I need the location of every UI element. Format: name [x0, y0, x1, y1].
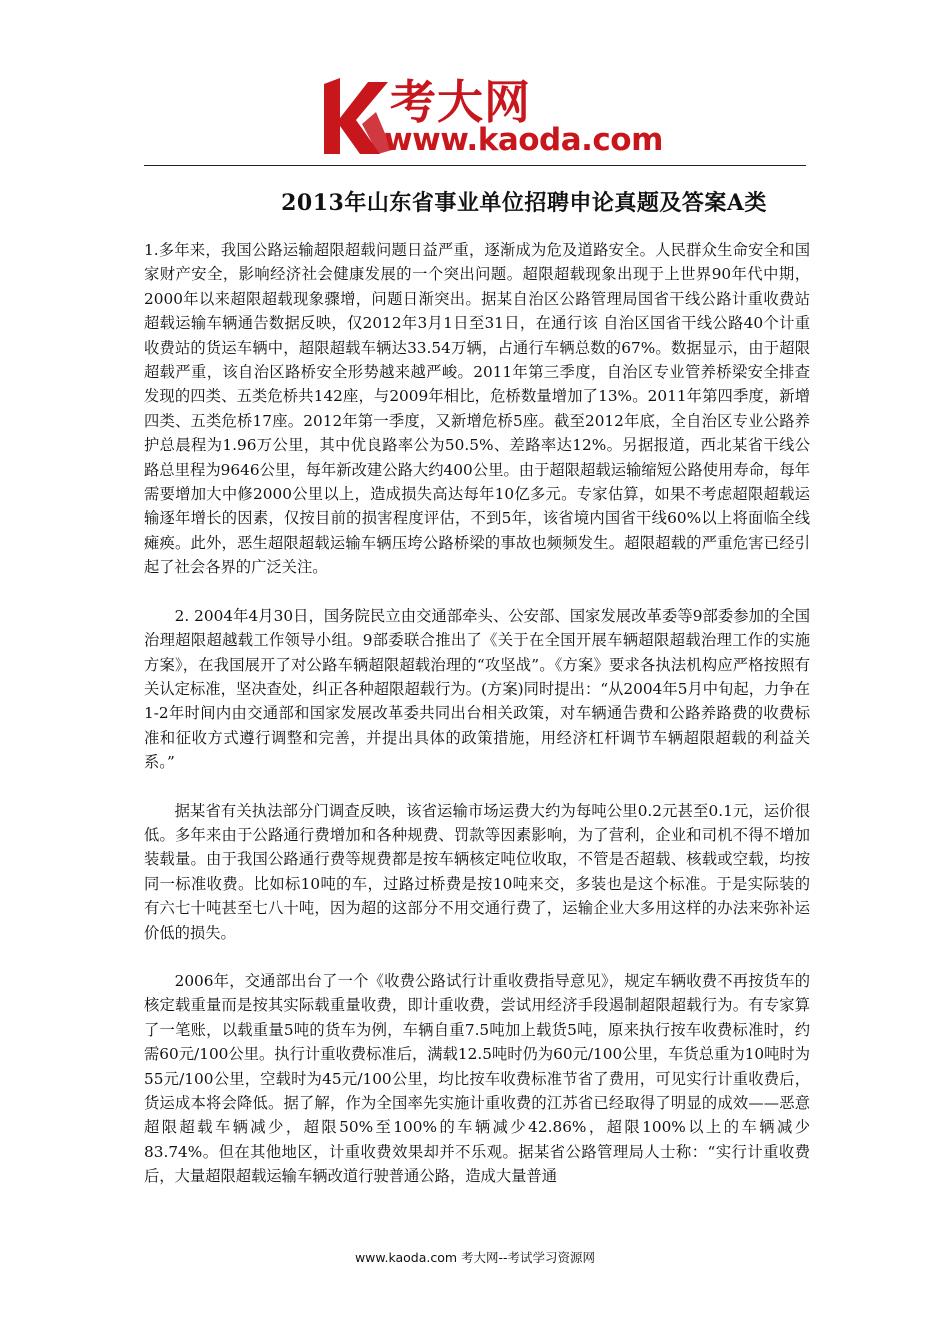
paragraph-3: 据某省有关执法部分门调查反映，该省运输市场运费大约为每吨公里0.2元甚至0.1元，运价很低。多年来由于公路通行费增加和各种规费、罚款等因素影响，为了营利，企业和司机不得不增加装载量。由于我国公路通行费等规费都是按车辆核定吨位收取，不管是否超载、核载或空载，均按同一标准收费。比如标10吨的车，过路过桥费是按10吨来交，多装也是这个标准。于是实际装的有六七十吨甚至七八十吨，因为超的这部分不用交通行费了，运输企业大多用这样的办法来弥补运价低的损失。	[144, 801, 810, 942]
logo-text-cn: 考大网	[390, 75, 531, 129]
kaoda-logo	[318, 72, 663, 162]
k-logo-icon	[318, 74, 394, 158]
document-title: 2013年山东省事业单位招聘申论真题及答案A类	[281, 190, 767, 216]
paragraph-4: 2006年，交通部出台了一个《收费公路试行计重收费指导意见》，规定车辆收费不再按货车的核定载重量而是按其实际载重量收费，即计重收费，尝试用经济手段遏制超限超载行为。有专家算了一笔账，以载重量5吨的货车为例，车辆自重7.5吨加上载货5吨，原来执行按车收费标准时，约需60元/100公里。执行计重收费标准后，满载12.5吨时仍为60元/100公里，车货总重为10吨时为55元/100公里，空载时为45元/100公里，均比按车收费标准节省了费用，可见实行计重收费后，货运成本将会降低。据了解，作为全国率先实施计重收费的江苏省已经取得了明显的成效——恶意超限超载车辆减少，超限50%至100%的车辆减少42.86%，超限100%以上的车辆减少83.74%。但在其他地区，计重收费效果却并不乐观。据某省公路管理局人士称：“实行计重收费后，大量超限超载运输车辆改道行驶普通公路，造成大量普通	[144, 971, 810, 1186]
paragraph-1: 1.多年来，我国公路运输超限超载问题日益严重，逐渐成为危及道路安全。人民群众生命安全和国家财产安全，影响经济社会健康发展的一个突出问题。超限超载现象出现于上世界90年代中期，2000年以来超限超载现象骤增，问题日渐突出。据某自治区公路管理局国省干线公路计重收费站超载运输车辆通告数据反映，仅2012年3月1日至31日，在通行该 自治区国省干线公路40个计重收费站的货运车辆中，超限超载车辆达33.54万辆，占通行车辆总数的67%。数据显示，由于超限超载严重，该自治区路桥安全形势越来越严峻。2011年第三季度，自治区专业管养桥梁安全排查发现的四类、五类危桥共142座，与2009年相比，危桥数量增加了13%。2011年第四季度，新增四类、五类危桥17座。2012年第一季度，又新增危桥5座。截至2012年底，全自治区专业公路养护总晨程为1.96万公里，其中优良路率公为50.5%、差路率达12%。另据报道，西北某省干线公路总里程为9646公里，每年新改建公路大约400公里。由于超限超载运输缩短公路使用寿命，每年需要增加大中修2000公里以上，造成损失高达每年10亿多元。专家估算，如果不考虑超限超载运输逐年增长的因素，仅按目前的损害程度评估，不到5年，该省境内国省干线60%以上将面临全线瘫痪。此外，恶生超限超载运输车辆压垮公路桥梁的事故也频频发生。超限超载的严重危害已经引起了社会各界的广泛关注。	[144, 241, 810, 577]
page-footer: www.kaoda.com 考大网--考试学习资源网	[354, 1250, 596, 1265]
document-body	[144, 238, 810, 1213]
logo-url-text: www.kaoda.com	[384, 122, 663, 158]
header-divider	[144, 165, 806, 166]
paragraph-2: 2. 2004年4月30日，国务院民立由交通部牵头、公安部、国家发展改革委等9部委参加的全国治理超限超越载工作领导小组。9部委联合推出了《关于在全国开展车辆超限超载治理工作的实施方案》，在我国展开了对公路车辆超限超载治理的“攻坚战”。《方案》要求各执法机构应严格按照有关认定标准，坚决查处，纠正各种超限超载行为。(方案)同时提出：“从2004年5月中旬起，力争在1-2年时间内由交通部和国家发展改革委共同出台相关政策，对车辆通告费和公路养路费的收费标准和征收方式遵行调整和完善，并提出具体的政策措施，用经济杠杆调节车辆超限超载的利益关系。”	[144, 606, 810, 772]
